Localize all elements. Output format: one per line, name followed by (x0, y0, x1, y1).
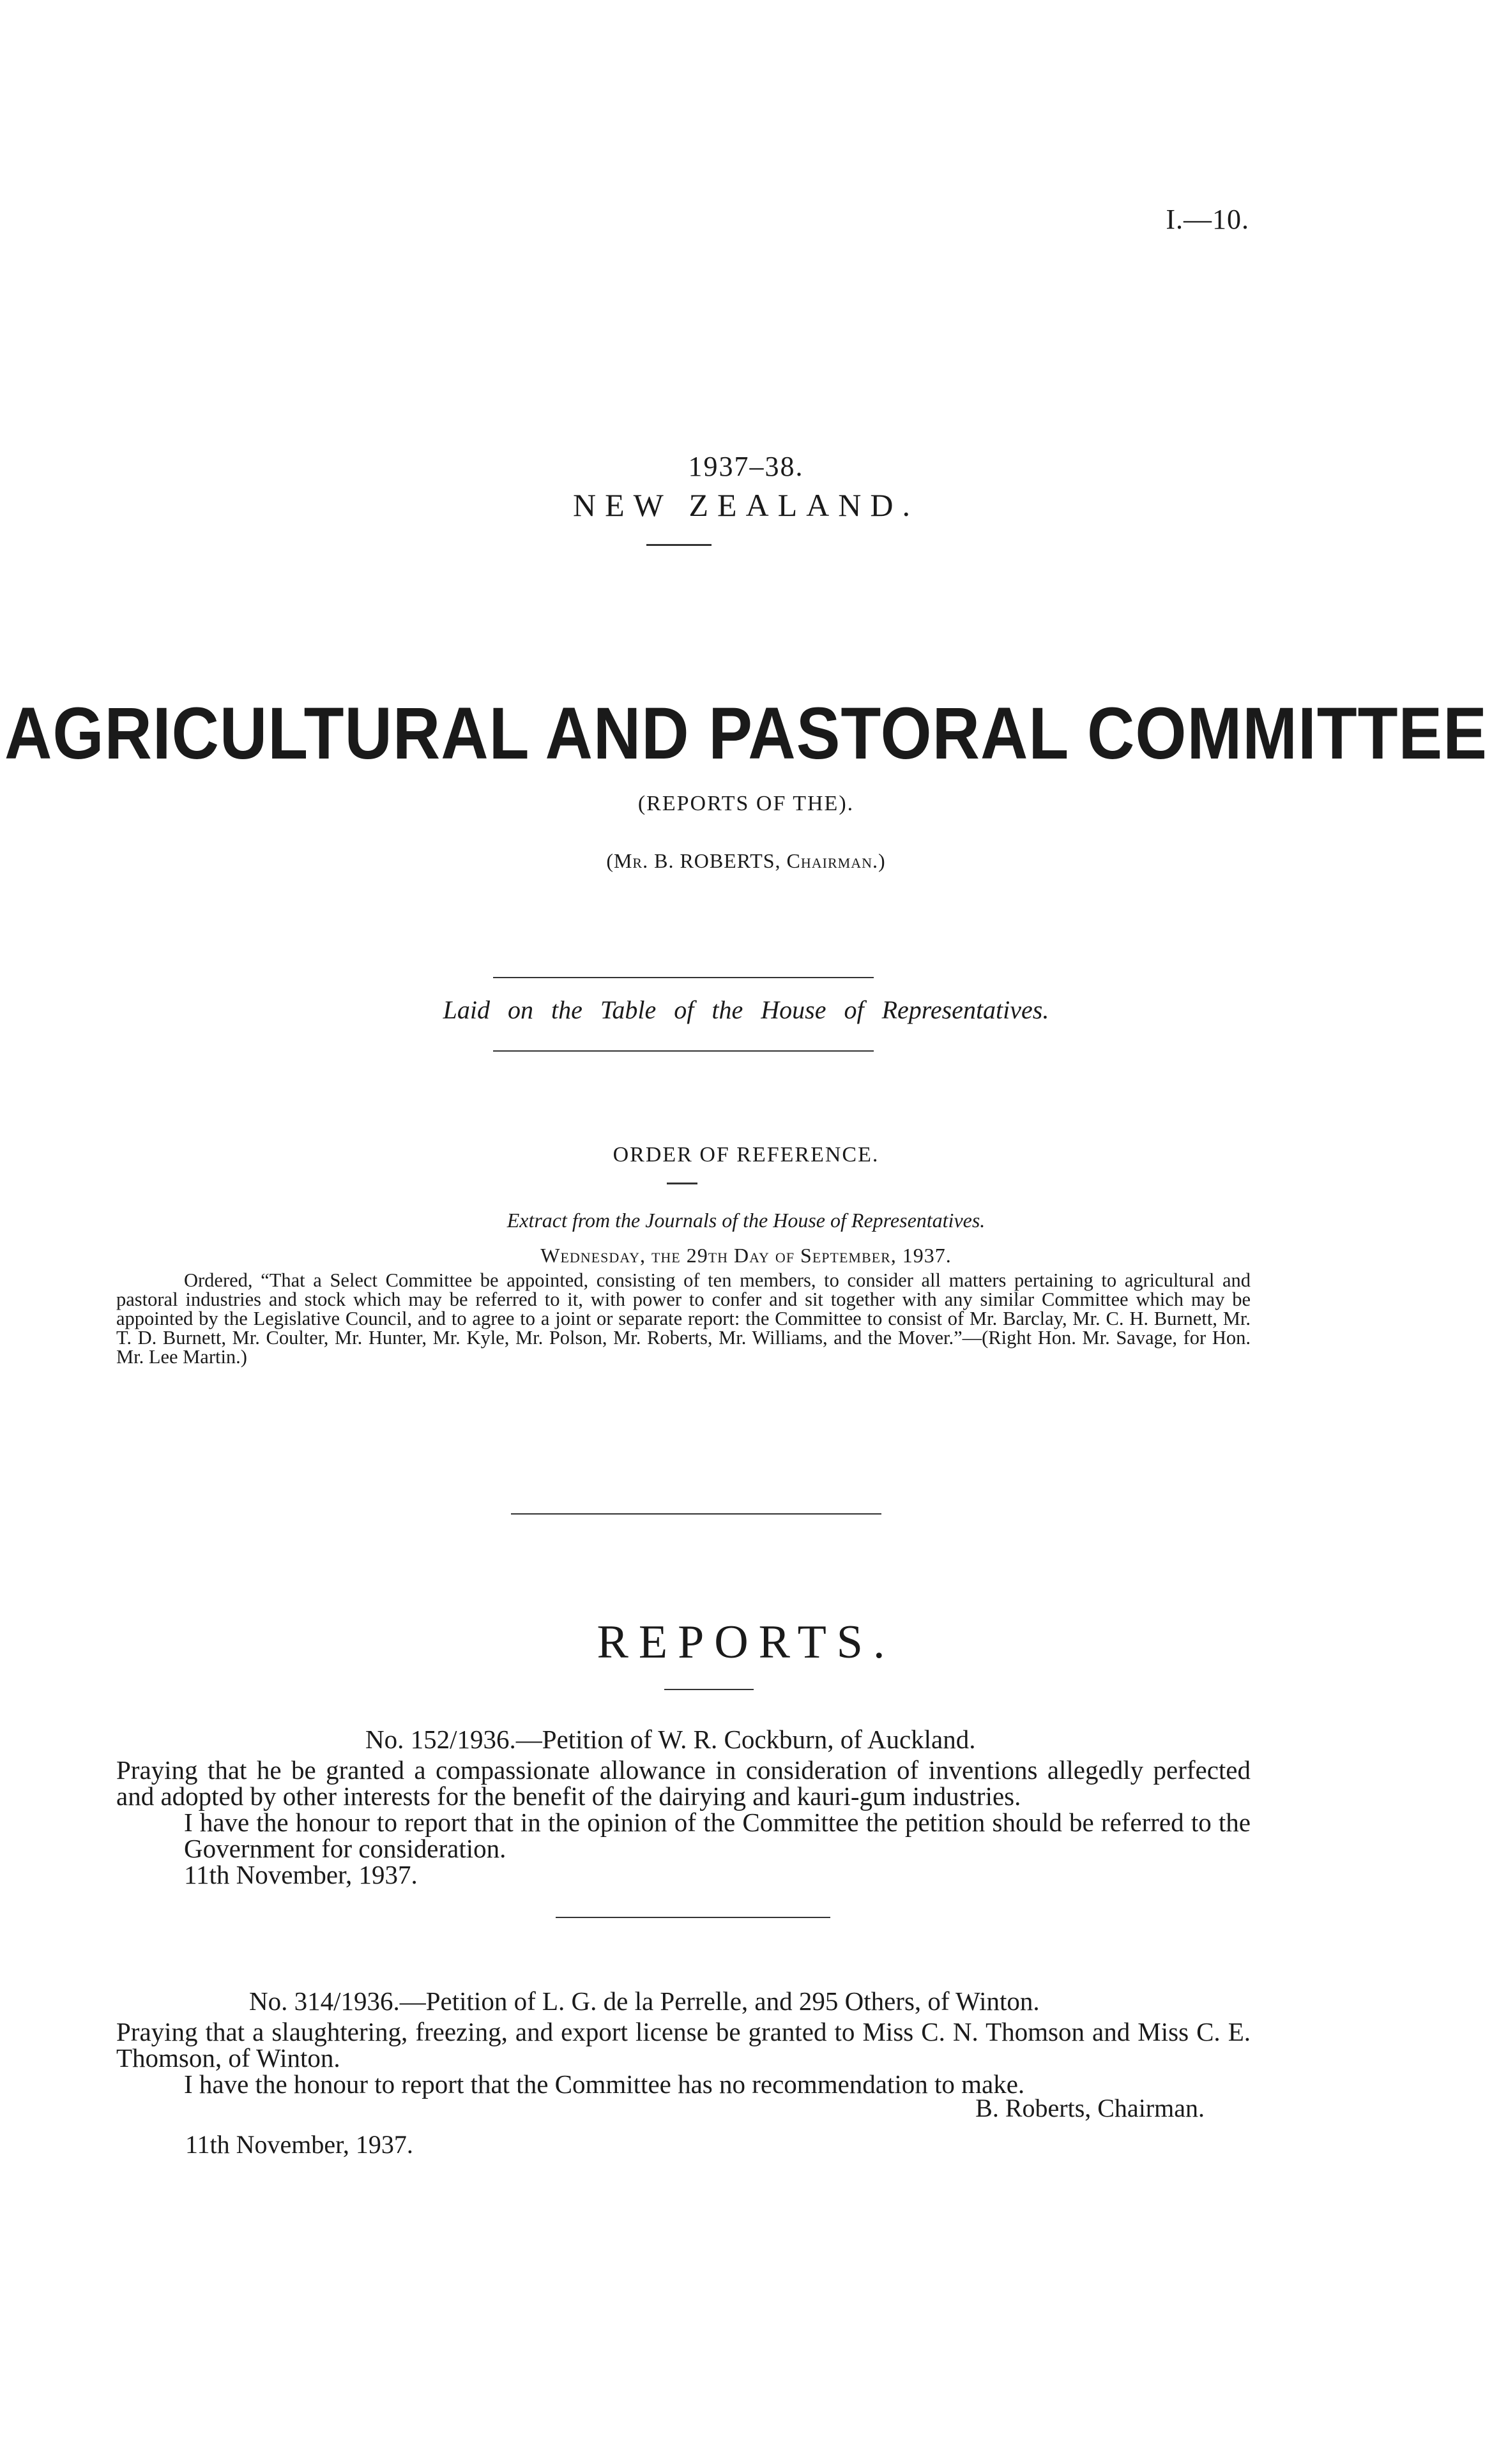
report-date: 11th November, 1937. (185, 2130, 413, 2159)
divider (664, 1689, 754, 1690)
order-text: Ordered, “That a Select Committee be appointed, consisting of ten members, to consider all matters pertaining to agricultural and pastoral industries and stock which may be referred to it, with power to confer and sit together with any similar Committee which may be appointed by the Legislative Council, and to agree to a joint or separate report: the Committee to consist of Mr. Barclay, Mr. C. H. Burnett, Mr. T. D. Burnett, Mr. Coulter, Mr. Hunter, Mr. Kyle, Mr. Polson, Mr. Roberts, Mr. Williams, and the Mover.”—(Right Hon. Mr. Savage, for Hon. Mr. Lee Martin.) (116, 1269, 1251, 1368)
report-text: I have the honour to report that the Committee has no recommendation to make. (184, 2069, 1025, 2099)
petition-block (116, 2019, 1251, 2097)
praying-text: Praying that a slaughtering, freezing, and export license be granted to Miss C. N. Thomson and Miss C. E. Thomson, of Winton. (116, 2017, 1251, 2073)
order-of-reference-heading: ORDER OF REFERENCE. (613, 1143, 879, 1167)
divider (667, 1183, 697, 1184)
divider (556, 1917, 830, 1918)
petition-block (116, 1757, 1251, 1888)
praying-text: Praying that he be granted a compassionate allowance in consideration of inventions allegedly perfected and adopted by other interests for the benefit of the dairying and kauri-gum industries. (116, 1755, 1251, 1811)
petition-title: No. 152/1936.—Petition of W. R. Cockburn, of Auckland. (365, 1725, 976, 1754)
divider (646, 544, 712, 546)
subtitle: (REPORTS OF THE). (637, 792, 855, 815)
laid-on-table-line: Laid on the Table of the House of Representatives. (443, 995, 1049, 1024)
report-date: 11th November, 1937. (184, 1860, 418, 1889)
main-title: AGRICULTURAL AND PASTORAL COMMITTEE (4, 692, 1488, 775)
reports-heading: REPORTS. (597, 1616, 895, 1668)
petition-title: No. 314/1936.—Petition of L. G. de la Perrelle, and 295 Others, of Winton. (249, 1986, 1040, 2016)
divider (511, 1513, 881, 1515)
session-year: 1937–38. (688, 451, 804, 482)
chairman-signature: B. Roberts, Chairman. (975, 2094, 1205, 2122)
document-reference: I.—10. (1166, 204, 1249, 235)
chairman-line: (Mr. B. ROBERTS, Chairman.) (606, 849, 886, 872)
report-text: I have the honour to report that in the opinion of the Committee the petition should be referred to the Government for consideration. (184, 1808, 1251, 1863)
divider (493, 977, 874, 978)
divider (493, 1050, 874, 1052)
country-heading: NEW ZEALAND. (573, 487, 919, 523)
journal-extract-line: Extract from the Journals of the House of Representatives. (506, 1209, 986, 1232)
order-date-line: Wednesday, the 29th Day of September, 1937. (540, 1244, 952, 1267)
